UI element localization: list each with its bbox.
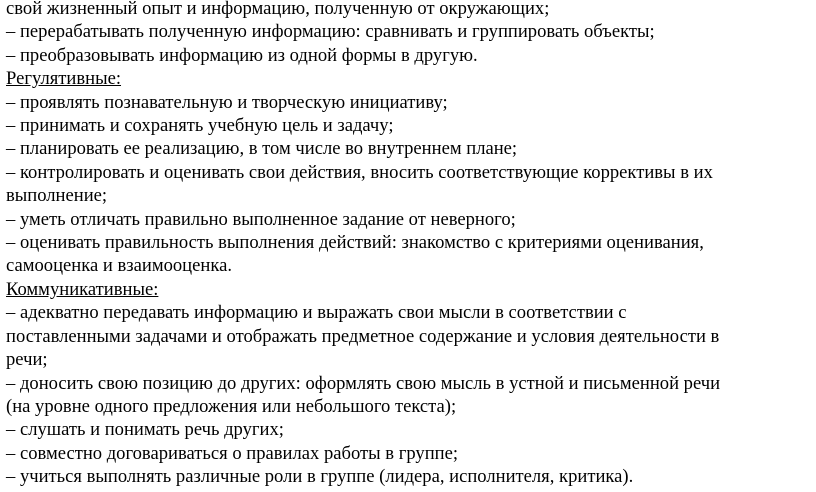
text-line: свой жизненный опыт и информацию, полученную от окружающих; (6, 0, 550, 19)
list-item-continuation: поставленными задачами и отображать предметное содержание и условия деятельности в (6, 325, 720, 347)
list-item: – принимать и сохранять учебную цель и задачу; (6, 115, 394, 137)
list-item: – планировать ее реализацию, в том числе во внутреннем плане; (6, 138, 518, 160)
list-item: – перерабатывать полученную информацию: сравнивать и группировать объекты; (6, 21, 655, 43)
list-item: – адекватно передавать информацию и выражать свои мысли в соответствии с (6, 302, 627, 324)
list-item: – совместно договариваться о правилах работы в группе; (6, 442, 459, 464)
list-item-continuation: самооценка и взаимооценка. (6, 255, 232, 277)
section-heading-communicative: Коммуникативные: (6, 278, 159, 300)
list-item: – слушать и понимать речь других; (6, 419, 284, 441)
list-item: – оценивать правильность выполнения действий: знакомство с критериями оценивания, (6, 232, 704, 254)
list-item: – контролировать и оценивать свои действия, вносить соответствующие коррективы в их (6, 161, 713, 183)
list-item: – уметь отличать правильно выполненное задание от неверного; (6, 208, 516, 230)
document-body (6, 0, 810, 489)
list-item-continuation: выполнение; (6, 185, 108, 207)
list-item-continuation: (на уровне одного предложения или небольшого текста); (6, 395, 457, 417)
list-item: – доносить свою позицию до других: оформлять свою мысль в устной и письменной речи (6, 372, 721, 394)
list-item: – проявлять познавательную и творческую инициативу; (6, 91, 448, 113)
list-item-continuation: речи; (6, 349, 48, 371)
section-heading-regulatory: Регулятивные: (6, 68, 122, 90)
list-item: – преобразовывать информацию из одной формы в другую. (6, 44, 478, 66)
list-item: – учиться выполнять различные роли в группе (лидера, исполнителя, критика). (6, 466, 634, 488)
